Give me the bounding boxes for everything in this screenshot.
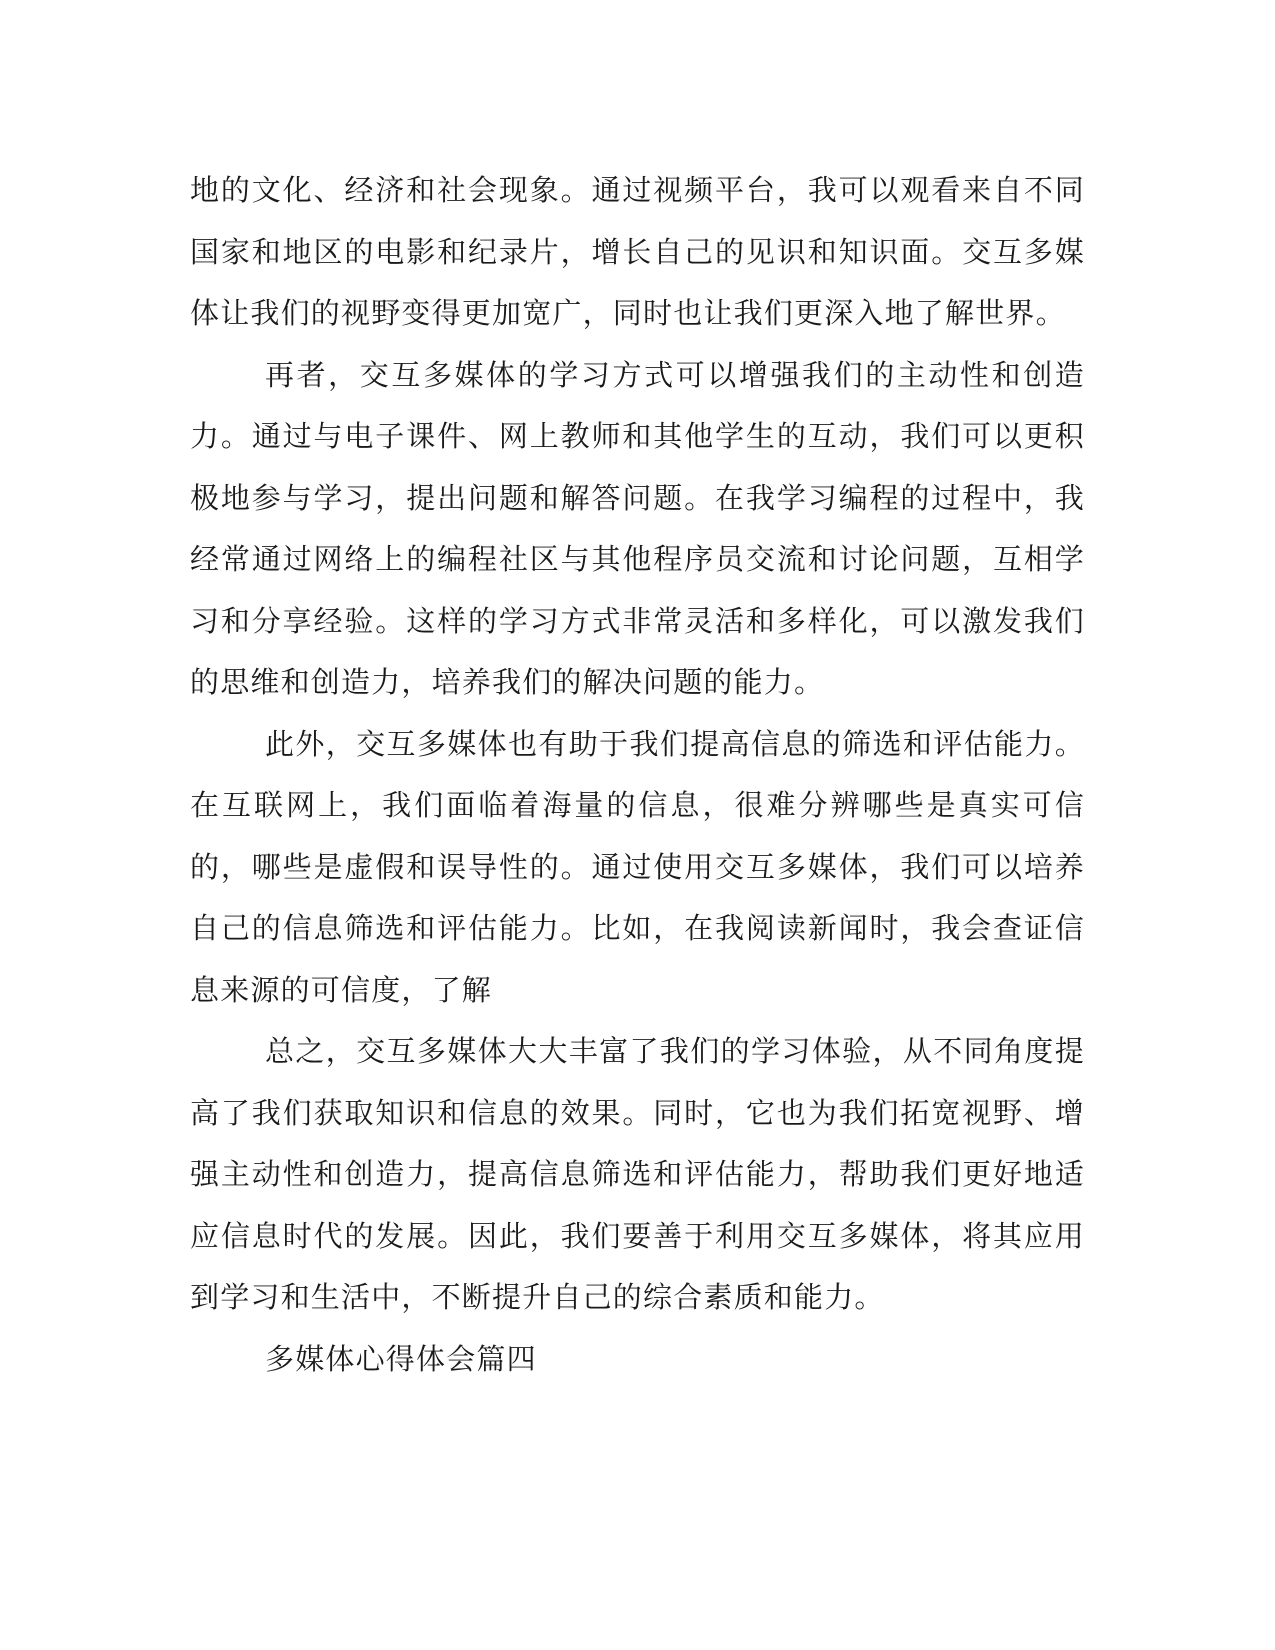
paragraph-2: 再者，交互多媒体的学习方式可以增强我们的主动性和创造力。通过与电子课件、网上教师和其他学生的互动，我们可以更积极地参与学习，提出问题和解答问题。在我学习编程的过程中，我经常通过网络上的编程社区与其他程序员交流和讨论问题，互相学习和分享经验。这样的学习方式非常灵活和多样化，可以激发我们的思维和创造力，培养我们的解决问题的能力。 [190,357,1085,699]
document-body [190,160,1085,1390]
paragraph-1: 地的文化、经济和社会现象。通过视频平台，我可以观看来自不同国家和地区的电影和纪录片，增长自己的见识和知识面。交互多媒体让我们的视野变得更加宽广，同时也让我们更深入地了解世界。 [190,173,1085,330]
section-heading: 多媒体心得体会篇四 [265,1341,537,1376]
paragraph-4: 总之，交互多媒体大大丰富了我们的学习体验，从不同角度提高了我们获取知识和信息的效果。同时，它也为我们拓宽视野、增强主动性和创造力，提高信息筛选和评估能力，帮助我们更好地适应信息时代的发展。因此，我们要善于利用交互多媒体，将其应用到学习和生活中，不断提升自己的综合素质和能力。 [190,1034,1085,1314]
paragraph-3: 此外，交互多媒体也有助于我们提高信息的筛选和评估能力。在互联网上，我们面临着海量的信息，很难分辨哪些是真实可信的，哪些是虚假和误导性的。通过使用交互多媒体，我们可以培养自己的信息筛选和评估能力。比如，在我阅读新闻时，我会查证信息来源的可信度，了解 [190,726,1085,1007]
